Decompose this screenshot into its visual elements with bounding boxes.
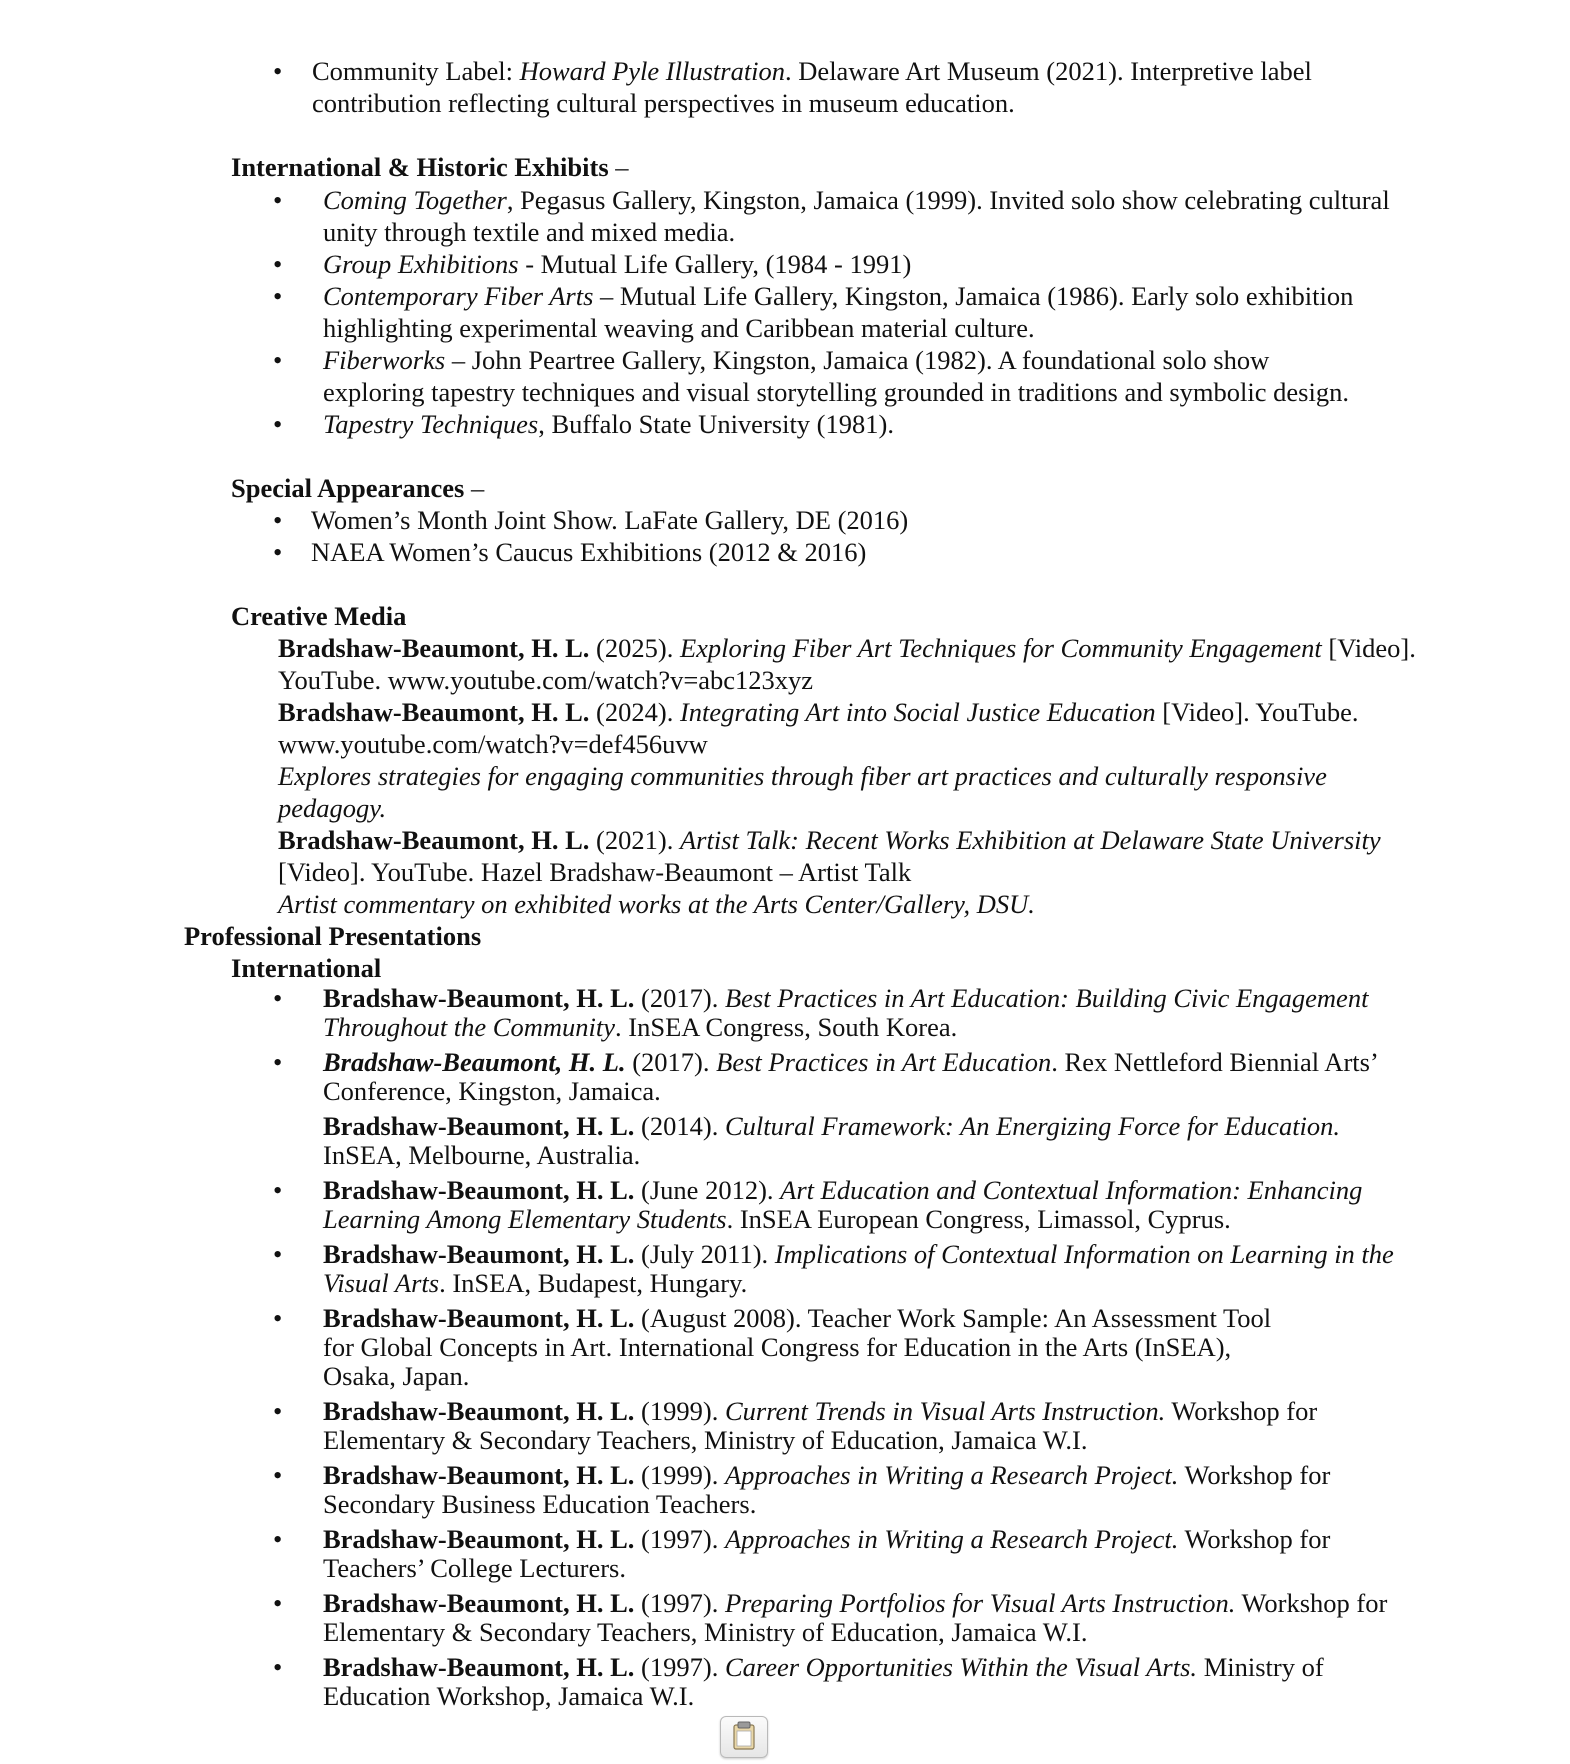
bullet: • <box>273 1396 283 1426</box>
presentation-line3: Osaka, Japan. <box>323 1361 470 1391</box>
media-year: (2025). <box>589 633 680 663</box>
media-title: Exploring Fiber Art Techniques for Community Engagement <box>679 633 1322 663</box>
presentation-title: Implications of Contextual Information on Learning in the <box>774 1239 1394 1269</box>
media-author: Bradshaw-Beaumont, H. L. <box>278 633 590 663</box>
presentation-date: (2017). <box>625 1047 717 1077</box>
exhibit-line <box>323 248 1418 280</box>
presentation-title: Cultural Framework: An Energizing Force for Education. <box>724 1111 1341 1141</box>
media-entry <box>278 824 1418 920</box>
presentation-line2 <box>323 1426 1418 1455</box>
presentation-title-cont: Visual Arts <box>323 1268 440 1298</box>
community-label-item <box>273 55 1312 119</box>
presentation-date: (2014). <box>634 1111 725 1141</box>
presentation-venue: Workshop for <box>1178 1524 1331 1554</box>
media-author: Bradshaw-Beaumont, H. L. <box>278 825 590 855</box>
bullet: • <box>273 1524 283 1554</box>
presentation-line2 <box>323 1077 1418 1106</box>
presentation-date: (1999). <box>634 1396 725 1426</box>
presentation-item <box>273 1396 1418 1455</box>
bullet: • <box>273 983 283 1013</box>
bullet: • <box>273 1652 283 1682</box>
presentation-author: Bradshaw-Beaumont, H. L. <box>323 983 635 1013</box>
bullet: • <box>273 345 283 375</box>
presentation-venue: Workshop for <box>1178 1460 1331 1490</box>
exhibit-details-line2: exploring tapestry techniques and visual storytelling grounded in traditions and symbolic design. <box>323 377 1349 407</box>
presentation-venue-cont: Conference, Kingston, Jamaica. <box>323 1076 661 1106</box>
presentation-title: Approaches in Writing a Research Project. <box>724 1524 1179 1554</box>
presentation-item <box>273 1588 1418 1647</box>
media-note: Explores strategies for engaging communities through fiber art practices and culturally responsive pedagogy. <box>278 761 1327 823</box>
appearance-text: Women’s Month Joint Show. LaFate Gallery, DE (2016) <box>311 505 909 535</box>
presentation-date: (July 2011). <box>634 1239 775 1269</box>
presentations-list <box>273 983 1418 1717</box>
presentation-item <box>273 1652 1418 1711</box>
appearance-item <box>273 536 908 568</box>
bullet: • <box>273 1460 283 1490</box>
exhibit-title: Contemporary Fiber Arts <box>323 281 594 311</box>
exhibit-details: – Mutual Life Gallery, Kingston, Jamaica (1986). Early solo exhibition <box>593 281 1354 311</box>
media-link: www.youtube.com/watch?v=def456uvw <box>278 729 708 759</box>
presentation-author: Bradshaw-Beaumont, H. L. <box>323 1460 635 1490</box>
exhibit-item <box>273 280 1418 344</box>
presentation-author: Bradshaw-Beaumont, H. L. <box>323 1239 635 1269</box>
bullet: • <box>273 537 283 567</box>
presentation-line <box>323 1397 1418 1426</box>
exhibit-item <box>273 408 1418 440</box>
media-line <box>278 824 1418 856</box>
exhibit-title: Fiberworks <box>323 345 446 375</box>
presentation-title-cont: Throughout the Community <box>323 1012 615 1042</box>
intl-exhibits-list <box>273 184 1418 440</box>
presentation-venue-cont: InSEA, Melbourne, Australia. <box>323 1140 641 1170</box>
presentation-title: Best Practices in Art Education: Building Civic Engagement <box>724 983 1369 1013</box>
exhibit-details-line2: unity through textile and mixed media. <box>323 217 736 247</box>
presentation-line <box>323 1240 1418 1269</box>
exhibit-title: Tapestry Techniques <box>323 409 539 439</box>
presentation-venue: Ministry of <box>1197 1652 1324 1682</box>
presentation-author: Bradshaw-Beaumont, H. L. <box>323 1396 635 1426</box>
presentation-item <box>278 1112 1418 1170</box>
media-title: Artist Talk: Recent Works Exhibition at Delaware State University <box>679 825 1381 855</box>
presentation-date: (2017). <box>634 983 725 1013</box>
presentation-venue-cont: Elementary & Secondary Teachers, Ministry of Education, Jamaica W.I. <box>323 1617 1088 1647</box>
exhibit-line <box>323 280 1418 312</box>
creative-media-heading: Creative Media <box>231 601 407 631</box>
presentation-line <box>323 984 1418 1013</box>
media-link: YouTube. www.youtube.com/watch?v=abc123xyz <box>278 665 814 695</box>
presentation-line2 <box>323 1141 1418 1170</box>
presentation-line <box>323 1048 1418 1077</box>
bullet: • <box>273 185 283 215</box>
presentation-line2 <box>323 1013 1418 1042</box>
media-title: Integrating Art into Social Justice Education <box>679 697 1156 727</box>
presentation-venue: Workshop for <box>1165 1396 1318 1426</box>
intl-exhibits-heading: International & Historic Exhibits – <box>231 152 629 182</box>
item-text: . Delaware Art Museum (2021). Interpretive label <box>785 56 1312 86</box>
bullet: • <box>273 1239 283 1269</box>
presentation-title: Current Trends in Visual Arts Instruction. <box>724 1396 1166 1426</box>
presentation-date: (August 2008). Teacher Work Sample: An Assessment Tool <box>634 1303 1272 1333</box>
media-author: Bradshaw-Beaumont, H. L. <box>278 697 590 727</box>
media-entry <box>278 696 1418 824</box>
presentation-item <box>273 1239 1418 1298</box>
presentation-venue-cont: for Global Concepts in Art. International Congress for Education in the Arts (InSEA), <box>323 1332 1232 1362</box>
bullet: • <box>273 1303 283 1333</box>
presentation-item <box>273 983 1418 1042</box>
presentation-title-cont: Learning Among Elementary Students <box>323 1204 727 1234</box>
bullet: • <box>273 505 283 535</box>
presentation-item <box>273 1047 1418 1106</box>
presentation-item <box>273 1524 1418 1583</box>
presentation-date: (June 2012). <box>634 1175 781 1205</box>
exhibit-details: – John Peartree Gallery, Kingston, Jamaica (1982). A foundational solo show <box>445 345 1270 375</box>
presentation-item <box>273 1303 1418 1391</box>
exhibit-details-line2: highlighting experimental weaving and Caribbean material culture. <box>323 313 1035 343</box>
media-link: [Video]. YouTube. Hazel Bradshaw-Beaumont – Artist Talk <box>278 857 912 887</box>
presentations-heading: Professional Presentations <box>184 921 482 951</box>
exhibit-line <box>323 344 1418 376</box>
bullet: • <box>273 409 283 439</box>
presentation-title: Preparing Portfolios for Visual Arts Instruction. <box>724 1588 1236 1618</box>
presentation-line <box>323 1304 1418 1333</box>
exhibit-item <box>273 248 1418 280</box>
exhibit-item <box>273 344 1418 408</box>
presentation-line2 <box>323 1269 1418 1298</box>
presentation-author: Bradshaw-Beaumont, H. L. <box>323 1652 635 1682</box>
bullet: • <box>273 1047 283 1077</box>
clipboard-icon <box>721 1717 767 1757</box>
exhibit-details: , Buffalo State University (1981). <box>538 409 894 439</box>
presentation-item <box>273 1460 1418 1519</box>
presentation-line2 <box>323 1490 1418 1519</box>
presentation-title: Art Education and Contextual Information: Enhancing <box>780 1175 1363 1205</box>
special-appearances-list <box>273 504 909 568</box>
exhibit-line <box>323 408 1418 440</box>
presentation-line <box>323 1176 1418 1205</box>
exhibit-details: - Mutual Life Gallery, (1984 - 1991) <box>518 249 912 279</box>
presentation-date: (1997). <box>634 1652 725 1682</box>
presentation-title: Career Opportunities Within the Visual Arts. <box>724 1652 1198 1682</box>
presentation-line2 <box>323 1618 1418 1647</box>
special-appearances-heading: Special Appearances – <box>231 473 485 503</box>
media-tail: [Video]. <box>1321 633 1416 663</box>
presentation-date: (1997). <box>634 1524 725 1554</box>
media-year: (2021). <box>589 825 680 855</box>
presentation-venue-cont: . InSEA, Budapest, Hungary. <box>439 1268 748 1298</box>
presentation-date: (1997). <box>634 1588 725 1618</box>
presentation-author: Bradshaw-Beaumont, H. L. <box>323 1047 626 1077</box>
media-year: (2024). <box>589 697 680 727</box>
presentation-venue-cont: . InSEA European Congress, Limassol, Cyprus. <box>726 1204 1231 1234</box>
bullet: • <box>273 56 283 86</box>
presentation-venue-cont: Secondary Business Education Teachers. <box>323 1489 757 1519</box>
presentation-line2 <box>323 1554 1418 1583</box>
exhibit-line <box>323 184 1418 216</box>
bullet: • <box>273 1175 283 1205</box>
exhibit-title: Coming Together <box>323 185 507 215</box>
appearance-text: NAEA Women’s Caucus Exhibitions (2012 & 2016) <box>311 537 867 567</box>
presentation-venue-cont: . InSEA Congress, South Korea. <box>615 1012 958 1042</box>
bullet: • <box>273 281 283 311</box>
presentation-title: Approaches in Writing a Research Project. <box>724 1460 1179 1490</box>
presentation-date: (1999). <box>634 1460 725 1490</box>
presentation-title: Best Practices in Art Education <box>716 1047 1052 1077</box>
media-tail: [Video]. YouTube. <box>1155 697 1359 727</box>
item-text-line2: contribution reflecting cultural perspectives in museum education. <box>312 88 1015 118</box>
media-note: Artist commentary on exhibited works at the Arts Center/Gallery, DSU. <box>278 889 1035 919</box>
presentation-venue-cont: Teachers’ College Lecturers. <box>323 1553 626 1583</box>
appearance-item <box>273 504 909 536</box>
item-title: Howard Pyle Illustration <box>519 56 786 86</box>
bullet: • <box>273 1588 283 1618</box>
bullet: • <box>273 249 283 279</box>
item-label: Community Label: <box>312 56 520 86</box>
presentation-venue: . Rex Nettleford Biennial Arts’ <box>1051 1047 1379 1077</box>
presentation-author: Bradshaw-Beaumont, H. L. <box>323 1111 635 1141</box>
presentation-line <box>323 1461 1418 1490</box>
presentation-venue-cont: Elementary & Secondary Teachers, Ministry of Education, Jamaica W.I. <box>323 1425 1088 1455</box>
media-entry <box>278 632 1418 696</box>
presentation-item <box>273 1175 1418 1234</box>
presentation-venue: Workshop for <box>1235 1588 1388 1618</box>
presentation-line2 <box>323 1205 1418 1234</box>
exhibit-item <box>273 184 1418 248</box>
presentation-venue-cont: Education Workshop, Jamaica W.I. <box>323 1681 695 1711</box>
presentation-line2 <box>323 1682 1418 1711</box>
exhibit-title: Group Exhibitions <box>323 249 519 279</box>
media-line <box>278 696 1418 728</box>
presentation-line <box>323 1525 1418 1554</box>
presentation-line <box>323 1589 1418 1618</box>
presentation-author: Bradshaw-Beaumont, H. L. <box>323 1524 635 1554</box>
presentation-line <box>323 1112 1418 1141</box>
exhibit-details: , Pegasus Gallery, Kingston, Jamaica (1999). Invited solo show celebrating cultural <box>506 185 1390 215</box>
media-line <box>278 632 1418 664</box>
presentation-author: Bradshaw-Beaumont, H. L. <box>323 1175 635 1205</box>
international-subheading: International <box>231 953 382 983</box>
presentation-line2 <box>323 1333 1418 1362</box>
clipboard-paste-icon[interactable] <box>720 1716 768 1758</box>
presentation-author: Bradshaw-Beaumont, H. L. <box>323 1303 635 1333</box>
creative-media-entries <box>278 632 1418 920</box>
presentation-author: Bradshaw-Beaumont, H. L. <box>323 1588 635 1618</box>
presentation-line <box>323 1653 1418 1682</box>
